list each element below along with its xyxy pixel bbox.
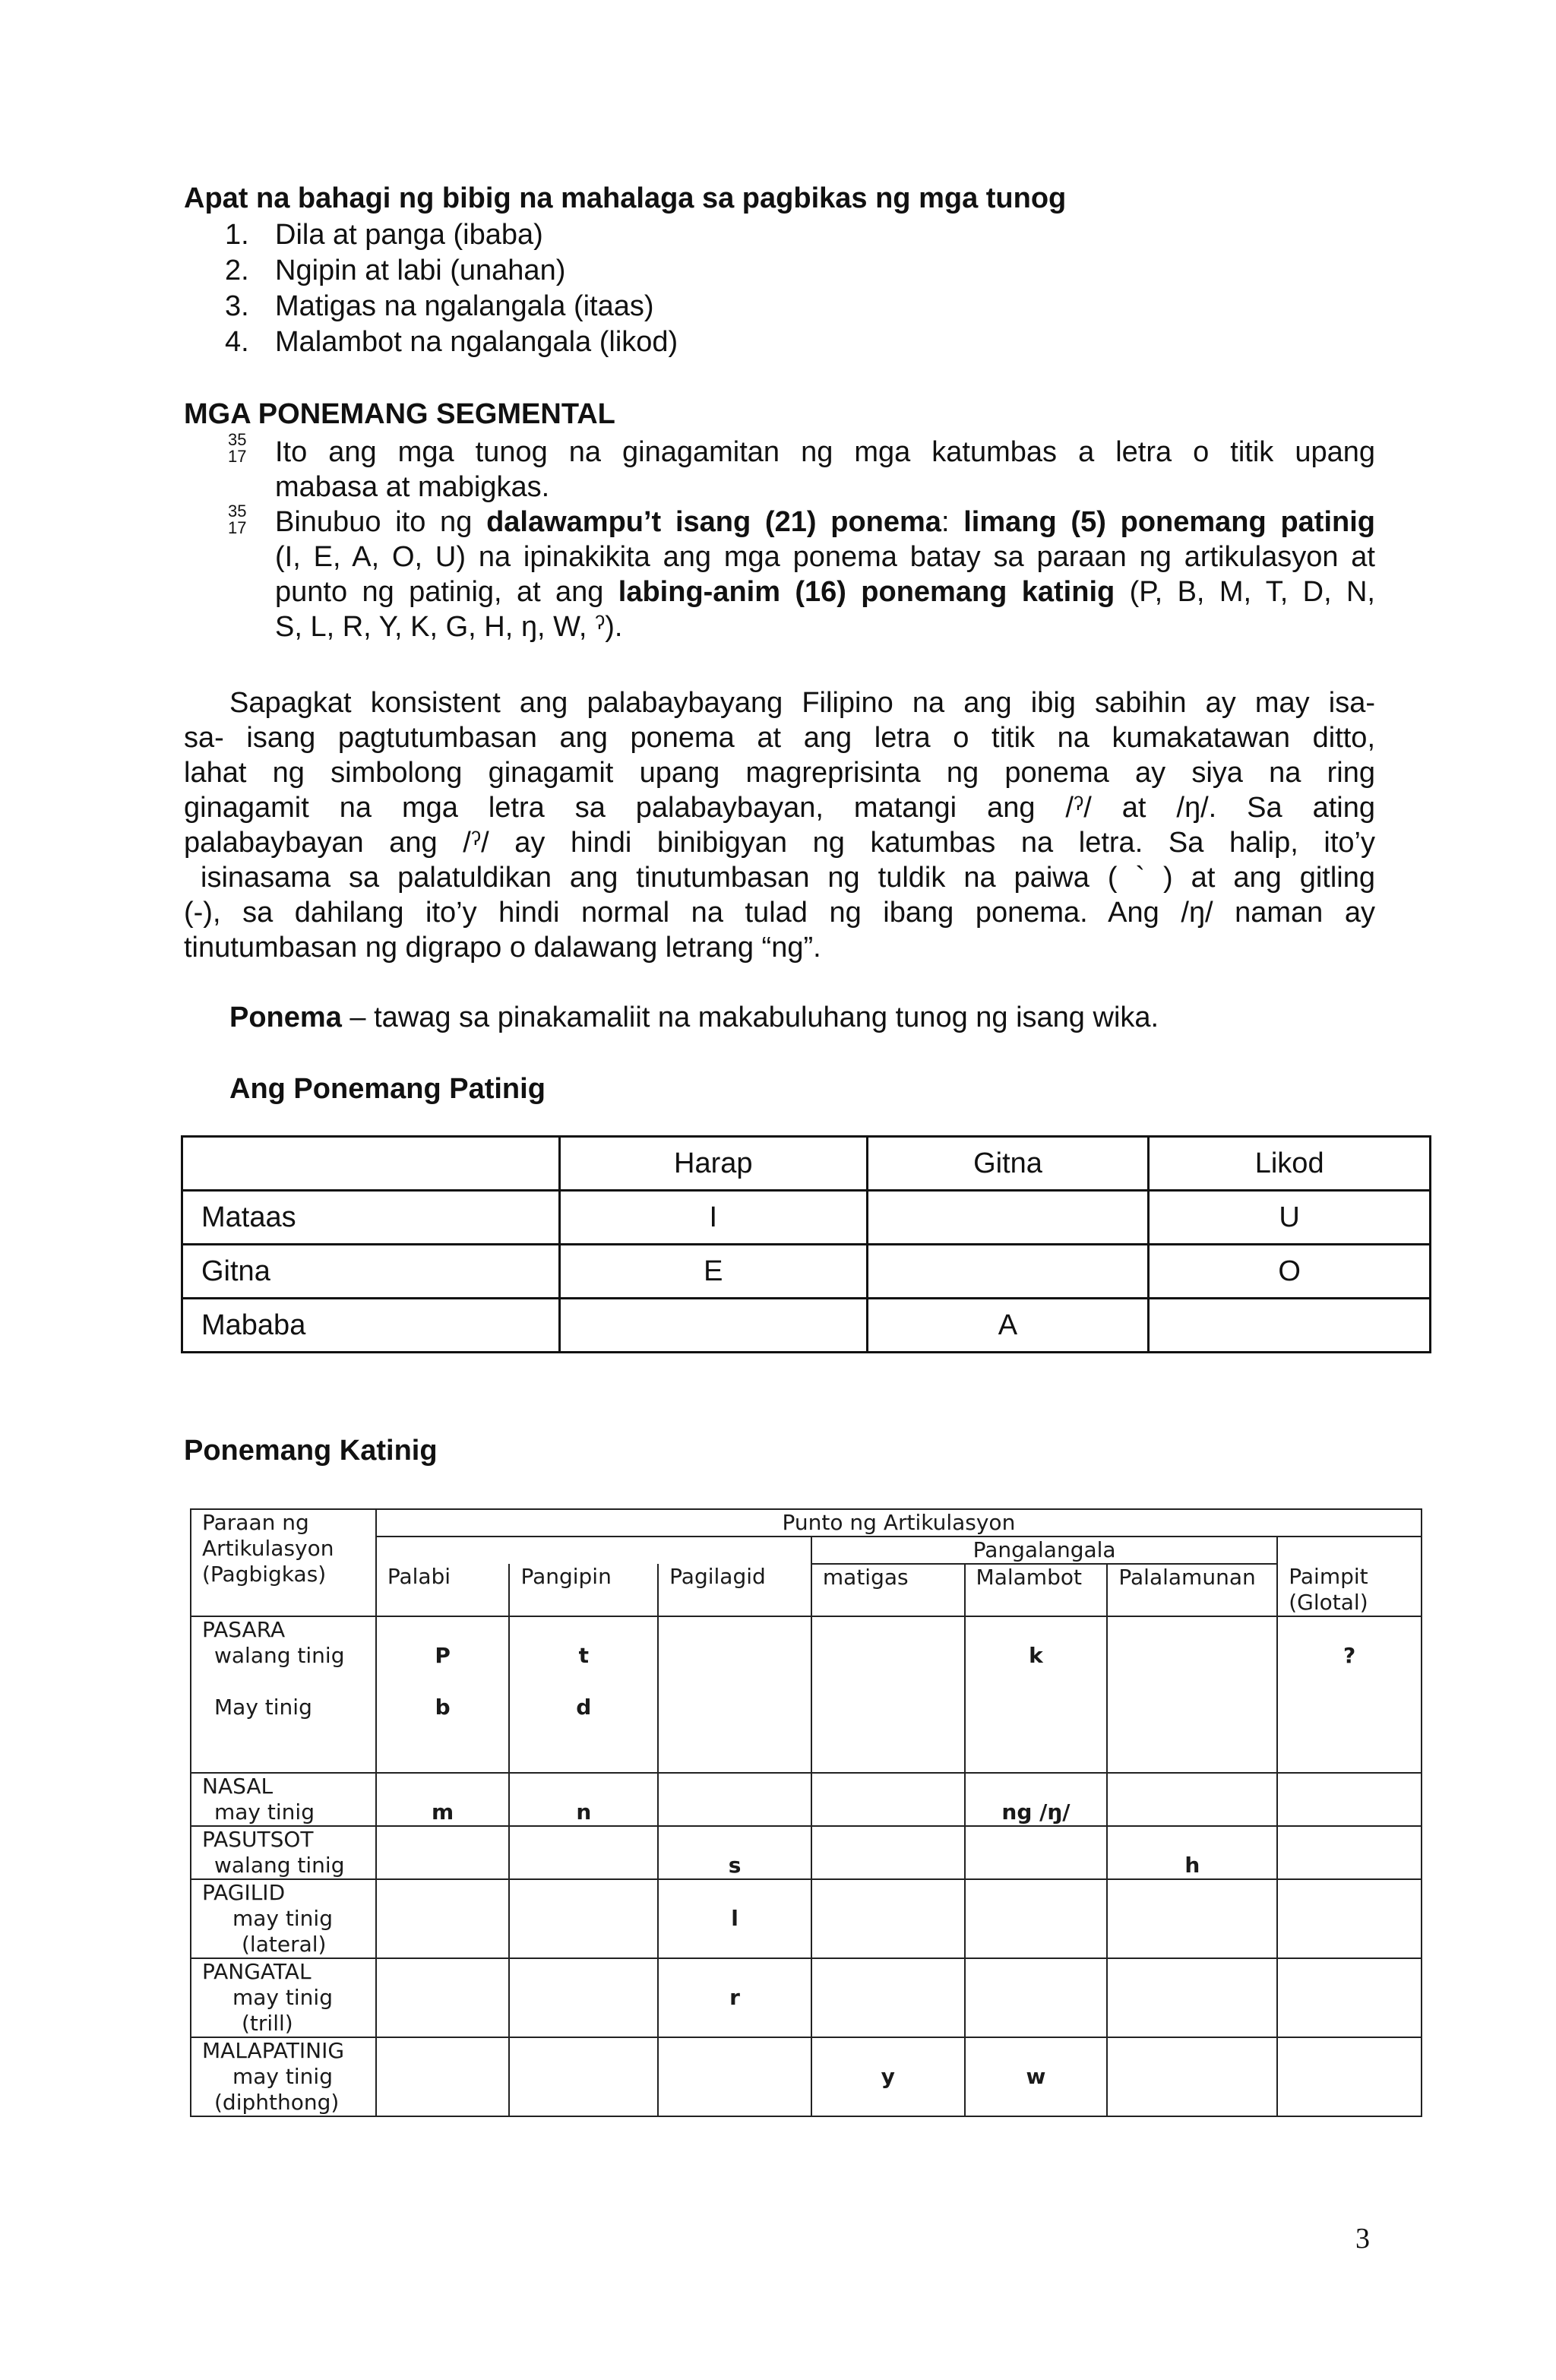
table-row (191, 1826, 1422, 1879)
table-cell (811, 1958, 965, 2037)
table-cell (1277, 1773, 1422, 1826)
list-item: 3. Matigas na ngalangala (itaas) (225, 290, 654, 322)
table-cell (658, 1773, 811, 1826)
paragraph-line: Sapagkat konsistent ang palabaybayang Filipino na ang ibig sabihin ay may isa- (229, 687, 1375, 719)
column-header: Palabi (376, 1564, 510, 1616)
consonant-table (190, 1508, 1422, 2117)
bullet1-line2: mabasa at mabigkas. (275, 471, 550, 503)
table-header-cell: Likod (1149, 1137, 1431, 1191)
katinig-heading: Ponemang Katinig (184, 1435, 438, 1467)
table-row (191, 1564, 1422, 1616)
page-number: 3 (1355, 2223, 1370, 2255)
paragraph-line: tinutumbasan ng digrapo o dalawang letrang “ng”. (184, 932, 821, 964)
table-cell (1277, 1537, 1422, 1564)
segmental-heading: MGA PONEMANG SEGMENTAL (184, 398, 615, 430)
table-cell: ? (1277, 1616, 1422, 1773)
table-cell: n (509, 1773, 658, 1826)
table-header-cell: Harap (559, 1137, 867, 1191)
patinig-heading: Ang Ponemang Patinig (229, 1073, 546, 1105)
pagilid-label: PAGILID may tinig (lateral) (191, 1879, 376, 1958)
table-row (182, 1245, 1431, 1299)
bullet2-line4: S, L, R, Y, K, G, H, ŋ, W, ˀ). (275, 611, 623, 643)
table-cell: y (811, 2037, 965, 2116)
table-cell (1149, 1299, 1431, 1353)
table-row (191, 2037, 1422, 2116)
table-cell (1107, 2037, 1277, 2116)
bullet1-line1: Ito ang mga tunog na ginagamitan ng mga katumbas a letra o titik upang (275, 436, 1375, 468)
pasutsot-label: PASUTSOT walang tinig (191, 1826, 376, 1879)
pangalangala-header: Pangalangala (811, 1537, 1277, 1564)
table-cell (509, 1958, 658, 2037)
bullet2-line2: (I, E, A, O, U) na ipinakikita ang mga ponema batay sa paraan ng artikulasyon at (275, 541, 1375, 573)
table-cell (509, 1826, 658, 1879)
table-row-label: Mataas (182, 1191, 560, 1245)
table-cell: r (658, 1958, 811, 2037)
table-cell: P b (376, 1616, 510, 1773)
table-cell (965, 1879, 1108, 1958)
table-cell (509, 1879, 658, 1958)
table-cell (1107, 1616, 1277, 1773)
table-cell (1107, 1879, 1277, 1958)
table-header-cell: Gitna (867, 1137, 1149, 1191)
table-cell (376, 1537, 811, 1564)
nasal-label: NASAL may tinig (191, 1773, 376, 1826)
table-cell (811, 1879, 965, 1958)
table-cell: m (376, 1773, 510, 1826)
table-cell (376, 2037, 510, 2116)
table-cell: U (1149, 1191, 1431, 1245)
list-item: 2. Ngipin at labi (unahan) (225, 255, 566, 286)
column-header: Pangipin (509, 1564, 658, 1616)
table-cell: k (965, 1616, 1108, 1773)
table-cell (376, 1826, 510, 1879)
bullet-mark: 35 17 (228, 502, 247, 537)
table-cell: l (658, 1879, 811, 1958)
column-header: Pagilagid (658, 1564, 811, 1616)
parts-heading: Apat na bahagi ng bibig na mahalaga sa pagbikas ng mga tunog (184, 182, 1067, 214)
row-header-line: (Pagbigkas) (202, 1562, 327, 1587)
table-row-label: Mababa (182, 1299, 560, 1353)
row-header-line: Artikulasyon (202, 1536, 334, 1561)
table-cell (658, 2037, 811, 2116)
column-header: Malambot (965, 1564, 1108, 1616)
table-cell: ng /ŋ/ (965, 1773, 1108, 1826)
table-cell: h (1107, 1826, 1277, 1879)
table-cell (1107, 1958, 1277, 2037)
table-cell: t d (509, 1616, 658, 1773)
table-cell (559, 1299, 867, 1353)
bullet-mark: 35 17 (228, 430, 247, 466)
table-row (191, 1958, 1422, 2037)
pangatal-label: PANGATAL may tinig (trill) (191, 1958, 376, 2037)
table-cell (182, 1137, 560, 1191)
table-cell (965, 1958, 1108, 2037)
table-cell (965, 1826, 1108, 1879)
list-item: 1. Dila at panga (ibaba) (225, 219, 543, 251)
table-cell: I (559, 1191, 867, 1245)
table-row (191, 1879, 1422, 1958)
table-cell (1277, 1879, 1422, 1958)
row-header-cell (191, 1509, 376, 1616)
table-cell (811, 1616, 965, 1773)
table-row (191, 1616, 1422, 1773)
table-row (182, 1299, 1431, 1353)
table-cell (1107, 1773, 1277, 1826)
table-cell: O (1149, 1245, 1431, 1299)
table-cell (867, 1245, 1149, 1299)
malapatinig-label: MALAPATINIG may tinig (diphthong) (191, 2037, 376, 2116)
table-cell: A (867, 1299, 1149, 1353)
table-cell (658, 1616, 811, 1773)
column-header: matigas (811, 1564, 965, 1616)
paragraph-line: isinasama sa palatuldikan ang tinutumbasan ng tuldik na paiwa ( ` ) at ang gitling (201, 862, 1375, 894)
paragraph-line: palabaybayan ang /ˀ/ ay hindi binibigyan ng katumbas na letra. Sa halip, ito’y (184, 827, 1375, 859)
table-row (191, 1509, 1422, 1537)
row-header-line: Paraan ng (202, 1510, 309, 1535)
table-cell: s (658, 1826, 811, 1879)
table-cell: w (965, 2037, 1108, 2116)
bullet2-line1: Binubuo ito ng dalawampu’t isang (21) ponema: limang (5) ponemang patinig (275, 506, 1375, 538)
paragraph-line: sa- isang pagtutumbasan ang ponema at ang letra o titik na kumakatawan ditto, (184, 722, 1375, 754)
paragraph-line: ginagamit na mga letra sa palabaybayan, matangi ang /ˀ/ at /ŋ/. Sa ating (184, 792, 1375, 824)
table-cell (1277, 2037, 1422, 2116)
table-cell (376, 1958, 510, 2037)
vowel-table (181, 1135, 1431, 1353)
paragraph-line: (-), sa dahilang ito’y hindi normal na tulad ng ibang ponema. Ang /ŋ/ naman ay (184, 897, 1375, 929)
column-header: Palalamunan (1107, 1564, 1277, 1616)
table-cell (811, 1826, 965, 1879)
column-header: Paimpit (Glotal) (1277, 1564, 1422, 1616)
punto-header: Punto ng Artikulasyon (376, 1509, 1422, 1537)
table-cell (811, 1773, 965, 1826)
bullet2-line3: punto ng patinig, at ang labing-anim (16) ponemang katinig (P, B, M, T, D, N, (275, 576, 1375, 608)
table-cell (1277, 1958, 1422, 2037)
table-row (191, 1773, 1422, 1826)
paragraph-line: lahat ng simbolong ginagamit upang magreprisinta ng ponema ay siya na ring (184, 757, 1375, 789)
ponema-definition: Ponema – tawag sa pinakamaliit na makabuluhang tunog ng isang wika. (229, 1002, 1159, 1033)
table-row (182, 1191, 1431, 1245)
table-cell (509, 2037, 658, 2116)
table-row (182, 1137, 1431, 1191)
table-row-label: Gitna (182, 1245, 560, 1299)
table-row (191, 1537, 1422, 1564)
table-cell: E (559, 1245, 867, 1299)
pasara-label: PASARA walang tinig May tinig (191, 1616, 376, 1773)
table-cell (867, 1191, 1149, 1245)
list-item: 4. Malambot na ngalangala (likod) (225, 326, 678, 358)
table-cell (1277, 1826, 1422, 1879)
table-cell (376, 1879, 510, 1958)
